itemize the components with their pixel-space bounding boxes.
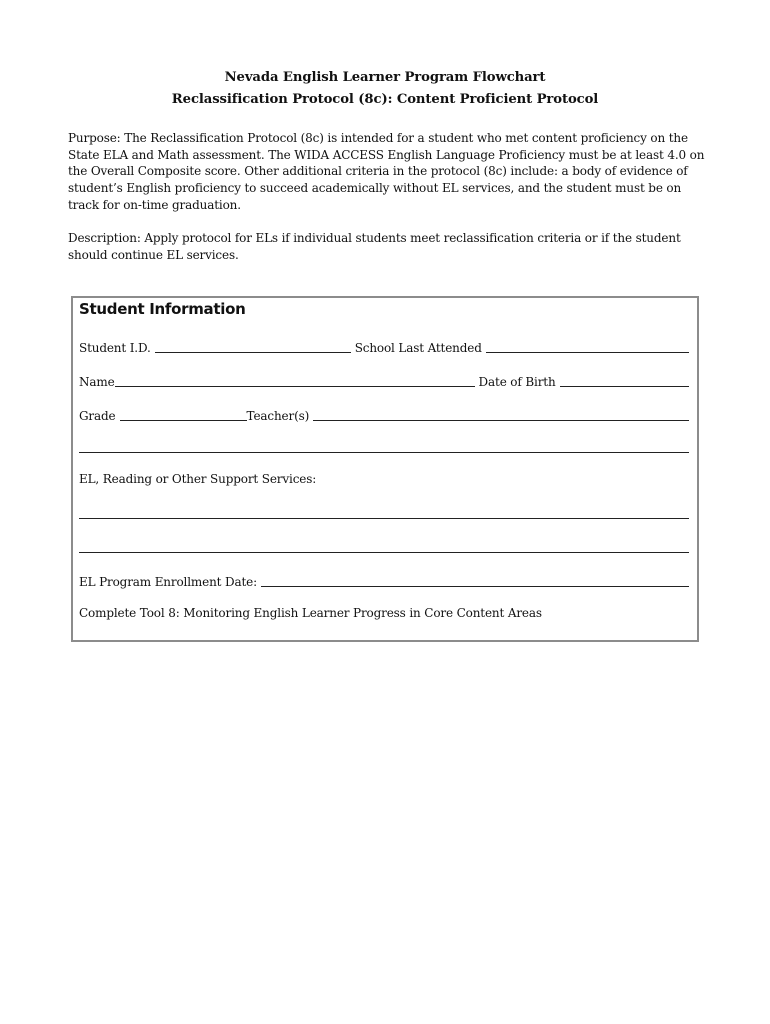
name-row <box>79 370 689 390</box>
enrollment-date-field[interactable] <box>261 572 689 587</box>
purpose-paragraph <box>68 130 708 214</box>
name-label: Name <box>79 375 115 389</box>
date-of-birth-label: Date of Birth <box>478 375 556 389</box>
purpose-line: student’s English proficiency to succeed academically without EL services, and the student must be on <box>68 181 682 196</box>
description-line: Description: Apply protocol for ELs if individual students meet reclassification criteria or if the student <box>68 231 681 245</box>
tool-8-note: Complete Tool 8: Monitoring English Learner Progress in Core Content Areas <box>79 606 542 620</box>
support-services-line[interactable] <box>79 518 689 519</box>
enrollment-date-row <box>79 570 689 590</box>
grade-label: Grade <box>79 409 116 423</box>
school-last-attended-field[interactable] <box>486 338 689 353</box>
document-subtitle: Reclassification Protocol (8c): Content Proficient Protocol <box>171 92 599 107</box>
date-of-birth-field[interactable] <box>560 372 689 387</box>
school-last-attended-label: School Last Attended <box>354 341 482 355</box>
student-id-row <box>79 336 689 356</box>
enrollment-date-label: EL Program Enrollment Date: <box>79 575 258 589</box>
support-services-label: EL, Reading or Other Support Services: <box>79 472 317 486</box>
grade-row <box>79 404 689 424</box>
document-title: Nevada English Learner Program Flowchart <box>224 70 546 85</box>
description-paragraph <box>68 230 708 263</box>
purpose-line: Purpose: The Reclassification Protocol (8c) is intended for a student who met content proficiency on the <box>68 131 688 145</box>
blank-entry-line[interactable] <box>79 452 689 453</box>
student-information-heading: Student Information <box>79 300 246 318</box>
purpose-line: the Overall Composite score. Other additional criteria in the protocol (8c) include: a body of evidence of <box>68 164 688 179</box>
purpose-line: track for on-time graduation. <box>68 197 241 212</box>
grade-field[interactable] <box>120 406 247 421</box>
student-id-field[interactable] <box>155 338 351 353</box>
support-services-line[interactable] <box>79 552 689 553</box>
teachers-label: Teacher(s) <box>246 409 310 423</box>
description-line: should continue EL services. <box>68 247 239 262</box>
teachers-field[interactable] <box>313 406 689 421</box>
student-id-label: Student I.D. <box>79 341 151 355</box>
name-field[interactable] <box>115 372 475 387</box>
purpose-line: State ELA and Math assessment. The WIDA ACCESS English Language Proficiency must be at least 4.0 on <box>68 147 705 162</box>
